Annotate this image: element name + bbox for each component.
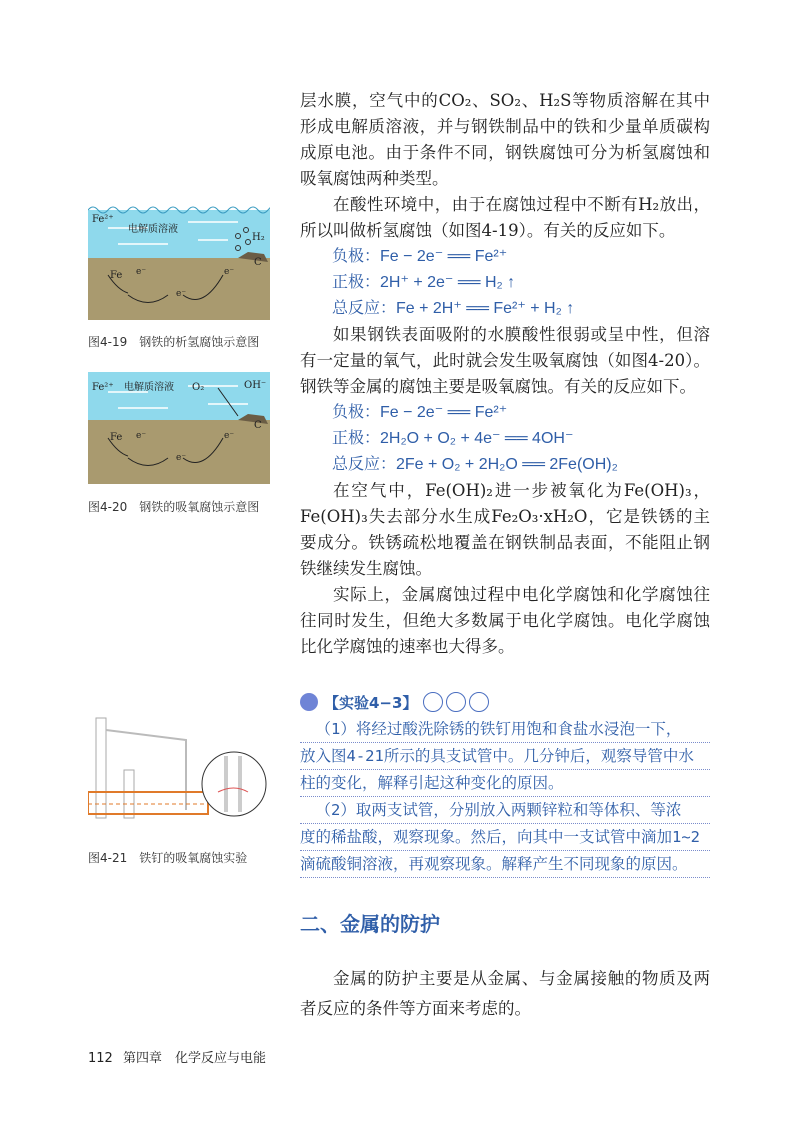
eq-oxygen-total: 总反应：2Fe + O₂ + 2H₂O ══ 2Fe(OH)₂: [332, 456, 618, 473]
label-solution: 电解质溶液: [124, 382, 174, 393]
figure-4-20: [88, 368, 270, 484]
goggles-icon: [423, 692, 443, 712]
label-fe-ion: Fe²⁺: [92, 214, 114, 225]
main-text: [300, 88, 710, 660]
label-oh: OH⁻: [244, 380, 267, 391]
experiment-line: 柱的变化，解释引起这种变化的原因。: [300, 770, 710, 797]
label-fe: Fe: [110, 270, 123, 281]
label-fe: Fe: [110, 432, 123, 443]
page-footer: [88, 1047, 266, 1066]
label-h2: H₂: [252, 232, 265, 243]
eq-hydrogen-total: 总反应：Fe + 2H⁺ ══ Fe²⁺ + H₂ ↑: [332, 300, 575, 317]
eq-hydrogen-pos: 正极：2H⁺ + 2e⁻ ══ H₂ ↑: [332, 274, 516, 291]
eq-oxygen-neg: 负极：Fe − 2e⁻ ══ Fe²⁺: [332, 404, 508, 421]
para-4: 在空气中，Fe(OH)₂进一步被氧化为Fe(OH)₃，Fe(OH)₃失去部分水生成Fe₂O₃·xH₂O，它是铁锈的主要成分。铁锈疏松地覆盖在钢铁制品表面，不能阻止钢铁继续发生腐蚀。: [300, 481, 710, 578]
chapter-title: 第四章 化学反应与电能: [122, 1051, 266, 1066]
label-electron-1: e⁻: [136, 431, 147, 441]
caption-4-19: 图4-19 钢铁的析氢腐蚀示意图: [88, 335, 260, 349]
experiment-line: 度的稀盐酸，观察现象。然后，向其中一支试管中滴加1~2: [300, 824, 710, 851]
bullet-dot-icon: [300, 693, 318, 711]
para-1: 层水膜，空气中的CO₂、SO₂、H₂S等物质溶解在其中形成电解质溶液，并与钢铁制品中的铁和少量单质碳构成原电池。由于条件不同，钢铁腐蚀可分为析氢腐蚀和吸氧腐蚀两种类型。: [300, 91, 710, 188]
label-electron-1: e⁻: [136, 267, 147, 277]
section-para: 金属的防护主要是从金属、与金属接触的物质及两者反应的条件等方面来考虑的。: [300, 969, 710, 1018]
eq-oxygen-pos: 正极：2H₂O + O₂ + 4e⁻ ══ 4OH⁻: [332, 430, 574, 447]
experiment-header: [300, 690, 489, 714]
label-o2: O₂: [192, 382, 205, 393]
experiment-line: （1）将经过酸洗除锈的铁钉用饱和食盐水浸泡一下，: [300, 716, 710, 743]
section-text: [300, 964, 710, 1024]
label-electron-2: e⁻: [176, 289, 187, 299]
hazard-icon: [446, 692, 466, 712]
label-carbon: C: [254, 257, 262, 268]
eq-hydrogen-neg: 负极：Fe − 2e⁻ ══ Fe²⁺: [332, 248, 508, 265]
hand-wash-icon: [469, 692, 489, 712]
para-2: 在酸性环境中，由于在腐蚀过程中不断有H₂放出，所以叫做析氢腐蚀（如图4-19）。有关的反应如下。: [300, 195, 710, 240]
label-carbon: C: [254, 420, 262, 431]
label-electron-3: e⁻: [224, 267, 235, 277]
figure-4-19: [88, 200, 270, 320]
caption-4-21: 图4-21 铁钉的吸氧腐蚀实验: [88, 851, 248, 865]
experiment-line: 滴硫酸铜溶液，再观察现象。解释产生不同现象的原因。: [300, 851, 710, 878]
experiment-line: （2）取两支试管，分别放入两颗锌粒和等体积、等浓: [300, 797, 710, 824]
experiment-line: 放入图4-21所示的具支试管中。几分钟后，观察导管中水: [300, 743, 710, 770]
section-heading: 二、金属的防护: [300, 912, 440, 936]
label-fe-ion: Fe²⁺: [92, 382, 114, 393]
figure-4-21: [88, 700, 270, 830]
page-number: 112: [88, 1051, 113, 1066]
para-5: 实际上，金属腐蚀过程中电化学腐蚀和化学腐蚀往往同时发生，但绝大多数属于电化学腐蚀。电化学腐蚀比化学腐蚀的速率也大得多。: [300, 585, 710, 656]
safety-icons: [423, 692, 489, 712]
label-electron-3: e⁻: [224, 431, 235, 441]
caption-4-20: 图4-20 钢铁的吸氧腐蚀示意图: [88, 500, 260, 514]
experiment-body: [300, 716, 710, 878]
label-solution: 电解质溶液: [128, 224, 178, 235]
label-electron-2: e⁻: [176, 453, 187, 463]
experiment-title: 【实验4−3】: [324, 693, 418, 712]
para-3: 如果钢铁表面吸附的水膜酸性很弱或呈中性，但溶有一定量的氧气，此时就会发生吸氧腐蚀（如图4-20）。钢铁等金属的腐蚀主要是吸氧腐蚀。有关的反应如下。: [300, 325, 710, 396]
